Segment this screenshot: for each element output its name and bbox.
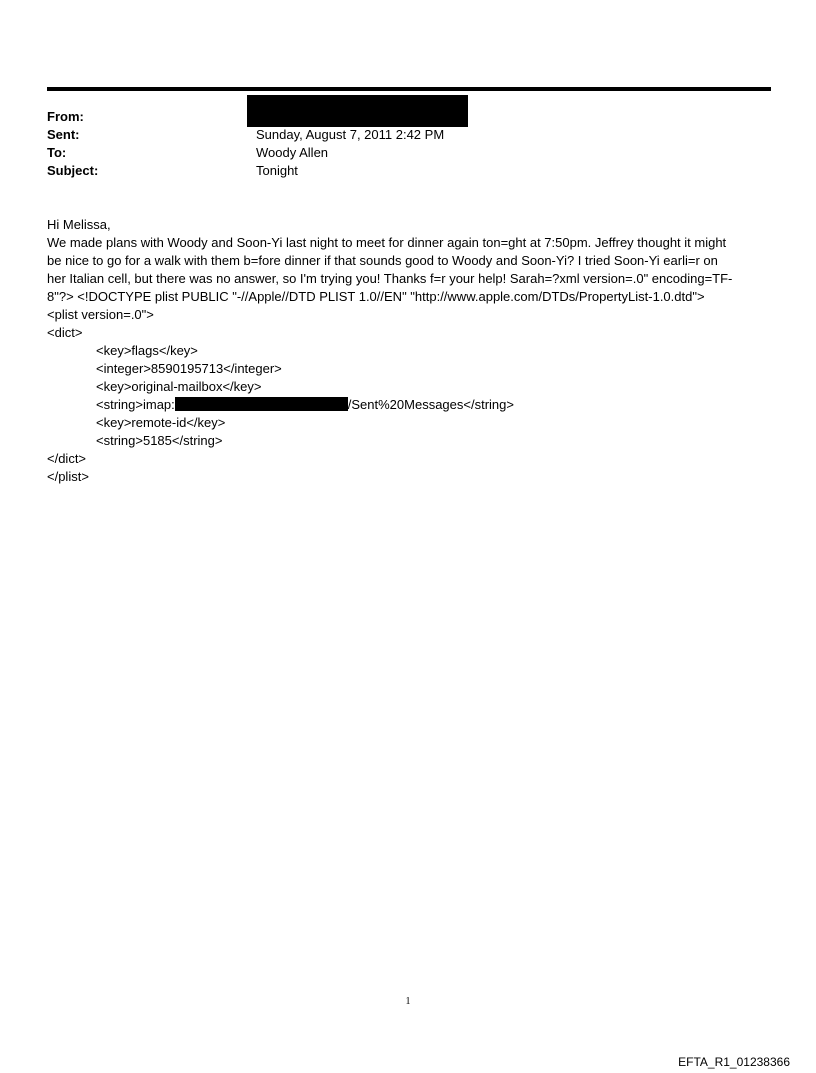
body-line: <dict> bbox=[47, 325, 83, 340]
to-value: Woody Allen bbox=[256, 145, 329, 160]
email-header bbox=[47, 108, 771, 180]
body-line: We made plans with Woody and Soon-Yi last night to meet for dinner again ton=ght at 7:50pm. Jeffrey thought it might bbox=[47, 235, 727, 250]
body-line: 8"?> <!DOCTYPE plist PUBLIC "-//Apple//DTD PLIST 1.0//EN" "http://www.apple.com/DTDs/PropertyList-1.0.dtd"> bbox=[47, 289, 705, 304]
sent-value: Sunday, August 7, 2011 2:42 PM bbox=[256, 127, 445, 142]
plist-key-remote: <key>remote-id</key> bbox=[96, 415, 226, 430]
body-line: her Italian cell, but there was no answer, so I'm trying you! Thanks f=r your help! Sarah=?xml version=.0" encoding=TF- bbox=[47, 271, 733, 286]
body-line: be nice to go for a walk with them b=fore dinner if that sounds good to Woody and Soon-Yi? I tried Soon-Yi earli=r on bbox=[47, 253, 718, 268]
from-label: From: bbox=[47, 109, 84, 124]
header-row-from bbox=[47, 108, 771, 126]
plist-string-imap bbox=[47, 396, 771, 414]
sent-label: Sent: bbox=[47, 127, 80, 142]
subject-value: Tonight bbox=[256, 163, 298, 178]
imap-prefix: <string>imap: bbox=[96, 397, 175, 412]
body-line: <plist version=.0"> bbox=[47, 307, 154, 322]
header-row-subject bbox=[47, 162, 771, 180]
to-label: To: bbox=[47, 145, 67, 160]
imap-suffix: /Sent%20Messages</string> bbox=[347, 397, 514, 412]
greeting-line: Hi Melissa, bbox=[47, 217, 111, 232]
plist-key-flags: <key>flags</key> bbox=[96, 343, 198, 358]
header-row-to bbox=[47, 144, 771, 162]
plist-string-remote: <string>5185</string> bbox=[96, 433, 223, 448]
redaction-box-imap bbox=[175, 397, 348, 411]
bates-number: EFTA_R1_01238366 bbox=[678, 1055, 790, 1069]
closing-plist: </plist> bbox=[47, 469, 89, 484]
plist-integer-flags: <integer>8590195713</integer> bbox=[96, 361, 282, 376]
subject-label: Subject: bbox=[47, 163, 99, 178]
header-row-sent bbox=[47, 126, 771, 144]
email-body bbox=[47, 216, 771, 486]
closing-dict: </dict> bbox=[47, 451, 87, 466]
header-divider-rule bbox=[47, 87, 771, 91]
plist-key-mailbox: <key>original-mailbox</key> bbox=[96, 379, 262, 394]
page-number: 1 bbox=[405, 996, 411, 1007]
